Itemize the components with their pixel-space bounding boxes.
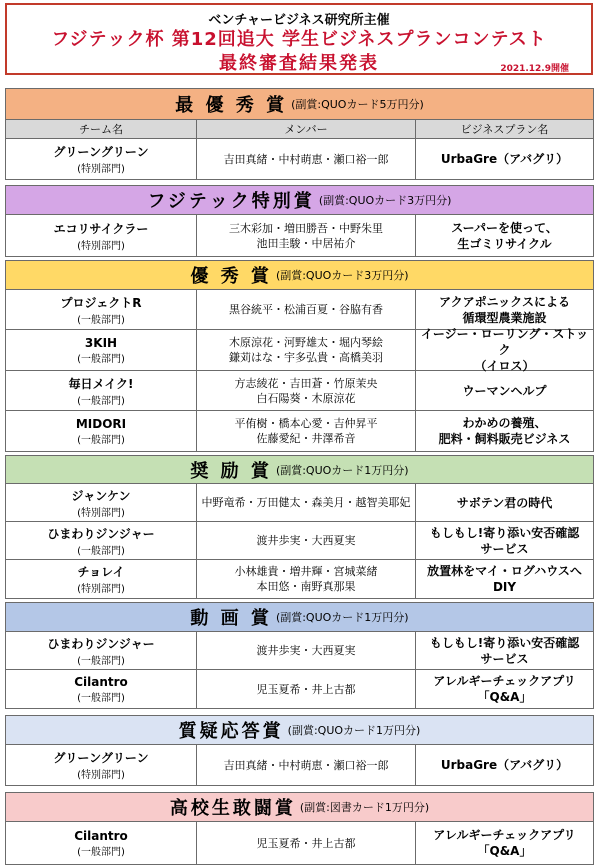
members: 中野竜希・万田健太・森美月・越智美耶妃 bbox=[201, 496, 411, 509]
award-prize: (副賞:図書カード1万円分) bbox=[299, 801, 430, 814]
event-date: 2021.12.9開催 bbox=[500, 64, 569, 74]
team-name: グリーングリーン bbox=[53, 751, 149, 765]
award-encouragement bbox=[5, 455, 594, 599]
plan-name: イージー・ローリング・ストック bbox=[420, 327, 589, 357]
table-row bbox=[6, 139, 593, 179]
division: (一般部門) bbox=[77, 434, 125, 446]
plan-name: もしもし!寄り添い安否確認 bbox=[429, 635, 580, 650]
plan-name: アクアポニックスによる bbox=[438, 294, 571, 309]
organizer: ベンチャービジネス研究所主催 bbox=[208, 13, 390, 28]
team-name: Cilantro bbox=[74, 828, 128, 843]
plan-name: わかめの養殖、 bbox=[462, 416, 547, 430]
contest-title: フジテック杯 第12回追大 学生ビジネスプランコンテスト bbox=[51, 29, 547, 50]
division: (特別部門) bbox=[77, 770, 125, 781]
members: 池田圭駿・中居祐介 bbox=[256, 236, 356, 250]
table-row bbox=[6, 371, 593, 411]
division: (特別部門) bbox=[77, 240, 125, 252]
award-name: 動 画 賞 bbox=[190, 608, 272, 629]
award-prize: (副賞:QUOカード3万円分) bbox=[318, 194, 452, 207]
plan-name: アレルギーチェックアプリ bbox=[433, 828, 576, 842]
award-prize: (副賞:QUOカード3万円分) bbox=[275, 269, 409, 282]
award-name: 最 優 秀 賞 bbox=[175, 95, 288, 116]
division: (特別部門) bbox=[77, 507, 125, 519]
table-row bbox=[6, 290, 593, 330]
members: 佐藤愛紀・井澤希音 bbox=[256, 432, 356, 445]
plan-name: DIY bbox=[492, 580, 517, 594]
members: 児玉夏希・井上古都 bbox=[256, 836, 356, 850]
division: (一般部門) bbox=[77, 395, 125, 407]
award-title bbox=[6, 716, 593, 745]
award-grand-prize bbox=[5, 88, 594, 180]
members: 鎌苅はな・宇多弘貴・高橋美羽 bbox=[229, 351, 383, 364]
award-name: 奨 励 賞 bbox=[190, 460, 272, 482]
plan-name: UrbaGre（アバグリ） bbox=[440, 758, 569, 772]
members: 三木彩加・増田勝吾・中野朱里 bbox=[229, 221, 383, 235]
plan-name: アレルギーチェックアプリ bbox=[433, 674, 576, 688]
award-prize: (副賞:QUOカード1万円分) bbox=[275, 463, 409, 477]
plan-name: UrbaGre（アバグリ） bbox=[440, 152, 569, 166]
table-row bbox=[6, 632, 593, 670]
division: (一般部門) bbox=[77, 353, 125, 365]
plan-name: スーパーを使って、 bbox=[451, 220, 558, 235]
division: (一般部門) bbox=[77, 314, 125, 326]
table-row bbox=[6, 745, 593, 785]
team-name: チョレイ bbox=[77, 565, 125, 579]
award-title bbox=[6, 793, 593, 822]
division: (一般部門) bbox=[77, 655, 125, 667]
division: (一般部門) bbox=[77, 692, 125, 704]
plan-name: サービス bbox=[480, 541, 529, 556]
team-name: Cilantro bbox=[74, 674, 128, 689]
members: 吉田真緒・中村萌恵・瀬口裕一郎 bbox=[223, 758, 389, 772]
award-name: 優 秀 賞 bbox=[190, 266, 272, 287]
plan-name: 「Q&A」 bbox=[477, 844, 532, 858]
plan-name: 生ゴミリサイクル bbox=[457, 236, 552, 251]
plan-name: もしもし!寄り添い安否確認 bbox=[429, 525, 580, 540]
members: 本田悠・南野真那果 bbox=[256, 580, 356, 593]
team-name: エコリサイクラー bbox=[53, 221, 149, 236]
members: 木原涼花・河野雄太・堀内琴絵 bbox=[229, 336, 383, 349]
award-fujitec-special bbox=[5, 185, 594, 257]
team-name: 毎日メイク! bbox=[68, 376, 134, 391]
column-header bbox=[6, 120, 593, 139]
award-title bbox=[6, 186, 593, 215]
members: 小林雄貴・増井輝・宮城菜緒 bbox=[234, 565, 378, 578]
plan-name: 循環型農業施設 bbox=[462, 310, 547, 325]
team-name: プロジェクトR bbox=[60, 295, 142, 310]
plan-name: サービス bbox=[480, 651, 529, 666]
division: (特別部門) bbox=[77, 164, 125, 175]
division: (特別部門) bbox=[77, 584, 125, 595]
team-name: グリーングリーン bbox=[53, 145, 149, 159]
members: 白石陽葵・木原涼花 bbox=[256, 391, 356, 405]
table-row bbox=[6, 822, 593, 864]
plan-name: 放置林をマイ・ログハウスへ bbox=[427, 564, 582, 578]
table-row bbox=[6, 484, 593, 522]
award-prize: (副賞:QUOカード1万円分) bbox=[287, 724, 421, 737]
members: 渡井歩実・大西夏実 bbox=[256, 534, 356, 547]
table-row bbox=[6, 522, 593, 560]
plan-name: ウーマンヘルプ bbox=[462, 383, 547, 398]
award-excellence bbox=[5, 260, 594, 452]
members: 渡井歩実・大西夏実 bbox=[256, 644, 356, 657]
plan-name: サボテン君の時代 bbox=[456, 495, 553, 510]
table-row bbox=[6, 411, 593, 451]
division: (一般部門) bbox=[77, 545, 125, 557]
award-title bbox=[6, 89, 593, 120]
table-row bbox=[6, 670, 593, 708]
team-name: ひまわりジンジャー bbox=[47, 636, 155, 651]
column-team: チーム名 bbox=[6, 120, 197, 138]
award-title bbox=[6, 261, 593, 290]
division: (一般部門) bbox=[77, 846, 125, 858]
members: 平侑樹・橋本心愛・吉仲昇平 bbox=[234, 417, 378, 430]
award-name: 高校生敢闘賞 bbox=[169, 798, 296, 819]
award-prize: (副賞:QUOカード5万円分) bbox=[291, 98, 424, 111]
award-name: 質疑応答賞 bbox=[178, 721, 284, 742]
header bbox=[5, 3, 593, 75]
column-plan: ビジネスプラン名 bbox=[460, 123, 549, 136]
members: 児玉夏希・井上古都 bbox=[256, 682, 356, 696]
award-prize: (副賞:QUOカード1万円分) bbox=[275, 611, 409, 624]
table-row bbox=[6, 215, 593, 256]
members: 方志綾花・吉田蒼・竹原茉央 bbox=[234, 376, 378, 390]
table-row bbox=[6, 560, 593, 598]
award-name: フジテック特別賞 bbox=[147, 191, 315, 212]
award-title bbox=[6, 456, 593, 484]
team-name: ジャンケン bbox=[71, 488, 131, 503]
members: 吉田真緒・中村萌恵・瀬口裕一郎 bbox=[223, 152, 389, 166]
table-row bbox=[6, 327, 593, 373]
team-name: MIDORI bbox=[75, 416, 127, 431]
award-video bbox=[5, 602, 594, 709]
team-name: 3KIH bbox=[84, 335, 118, 350]
plan-name: 「Q&A」 bbox=[477, 690, 532, 704]
team-name: ひまわりジンジャー bbox=[47, 526, 155, 541]
award-title bbox=[6, 603, 593, 632]
results-title: 最終審査結果発表 bbox=[219, 53, 379, 74]
members: 黒谷統平・松浦百夏・谷脇有香 bbox=[229, 303, 383, 316]
column-members: メンバー bbox=[197, 120, 416, 138]
plan-name: 肥料・飼料販売ビジネス bbox=[438, 432, 571, 446]
award-high-school bbox=[5, 792, 594, 865]
award-qa bbox=[5, 715, 594, 786]
plan-name: （イロス） bbox=[474, 359, 535, 373]
